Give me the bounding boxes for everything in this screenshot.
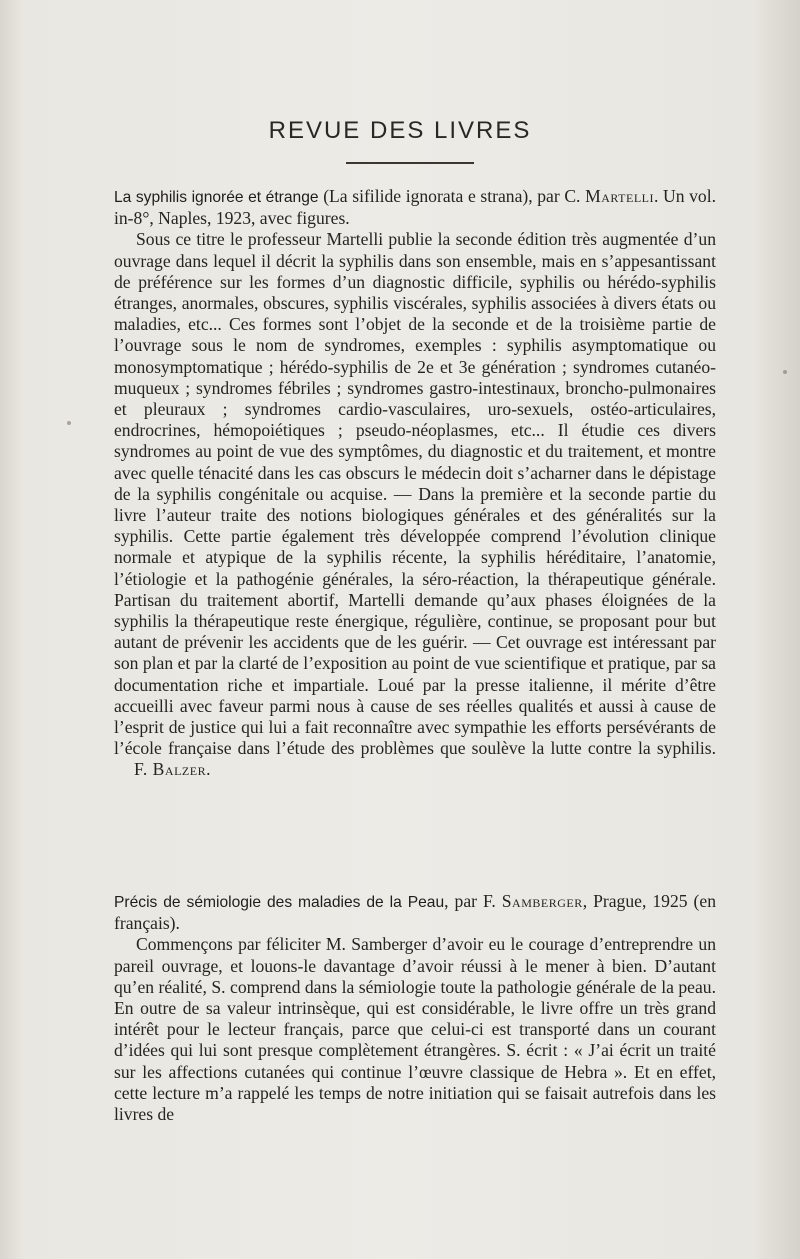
review-signature: F. Balzer. [134,759,211,780]
citation-details: , Prague, 1925 (en français). [114,891,716,934]
review-title: La syphilis ignorée et étrange [114,189,319,206]
author-name: Martelli [585,186,654,206]
review-body [114,229,716,780]
review-title: Précis de sémiologie des maladies de la Peau [114,894,445,911]
citation-text: (La sifilide ignorata e strana), par C. [318,186,586,206]
review-martelli [114,186,716,781]
citation-details: . Un vol. in-8°, Naples, 1923, avec figures. [114,186,717,229]
citation-text: , par F. [444,891,502,911]
review-samberger [114,891,716,1125]
heading-rule [346,162,474,164]
review-body-text: Commençons par féliciter M. Samberger d’avoir eu le courage d’entreprendre un pareil ouvrage, et louons-le davantage d’avoir réussi à le mener à bien. D’autant qu’en réalité, S. comprend dans la sémiologie toute la pathologie générale de la peau. En outre de sa valeur intrinsèque, qui est considérable, le livre offre un très grand intérêt pour le lecteur français, parce que celui-ci est transporté dans un courant d’idées qui lui sont presque complètement étrangères. S. écrit : « J’ai écrit un traité sur les affections cutanées qui continue l’œuvre classique de Hebra ». Et en effet, cette lecture m’a rappelé les temps de notre initiation qui se faisait autrefois dans les livres de [114,934,716,1125]
review-citation [114,186,716,229]
section-heading: REVUE DES LIVRES [268,117,532,144]
review-citation [114,891,716,934]
page-speck [67,421,71,425]
review-body-text: Sous ce titre le professeur Martelli publie la seconde édition très augmentée d’un ouvrage dans lequel il décrit la syphilis dans son ensemble, mais en s’appesantissant de préférence sur les formes d’un diagnostic difficile, syphilis ou hérédo-syphilis étranges, anormales, obscures, syphilis viscérales, syphilis associées à divers états ou maladies, etc... Ces formes sont l’objet de la seconde et de la troisième partie de l’ouvrage sous le nom de syndromes, exemples : syphilis asymptomatique ou monosymptomatique ; hérédo-syphilis de 2e et 3e génération ; syndromes cutanéo-muqueux ; syndromes fébriles ; syndromes gastro-intestinaux, broncho-pulmonaires et pleuraux ; syndromes cardio-vasculaires, uro-sexuels, ostéo-articulaires, endrocrines, hémopoiétiques ; pseudo-néoplasmes, etc... Il étudie ces divers syndromes au point de vue des symptômes, du diagnostic et du traitement, et montre avec quelle ténacité dans les cas obscurs le médecin doit s’acharner dans le dépistage de la syphilis congénitale ou acquise. — Dans la première et la seconde partie du livre l’auteur traite des notions biologiques générales et des généralités sur la syphilis. Cette partie également très développée comprend l’évolution clinique normale et atypique de la syphilis récente, la syphilis héréditaire, l’anatomie, l’étiologie et la pathogénie générales, la séro-réaction, la thérapeutique générale. Partisan du traitement abortif, Martelli demande qu’aux phases éloignées de la syphilis la thérapeutique reste énergique, régulière, continue, se proposant pour but autant de prévenir les accidents que de les guérir. — Cet ouvrage est intéressant par son plan et par la clarté de l’exposition au point de vue scientifique et pratique, par sa documentation riche et impartiale. Loué par la presse italienne, il mérite d’être accueilli avec faveur parmi nous à cause de ses réelles qualités et aussi à cause de l’esprit de justice qui lui a fait reconnaître avec sympathie les efforts persévérants de l’école française dans l’étude des problèmes que soulève la lutte contre la syphilis. [114,229,716,759]
page-speck [783,370,787,374]
author-name: Samberger [501,891,583,911]
review-body [114,934,716,1125]
